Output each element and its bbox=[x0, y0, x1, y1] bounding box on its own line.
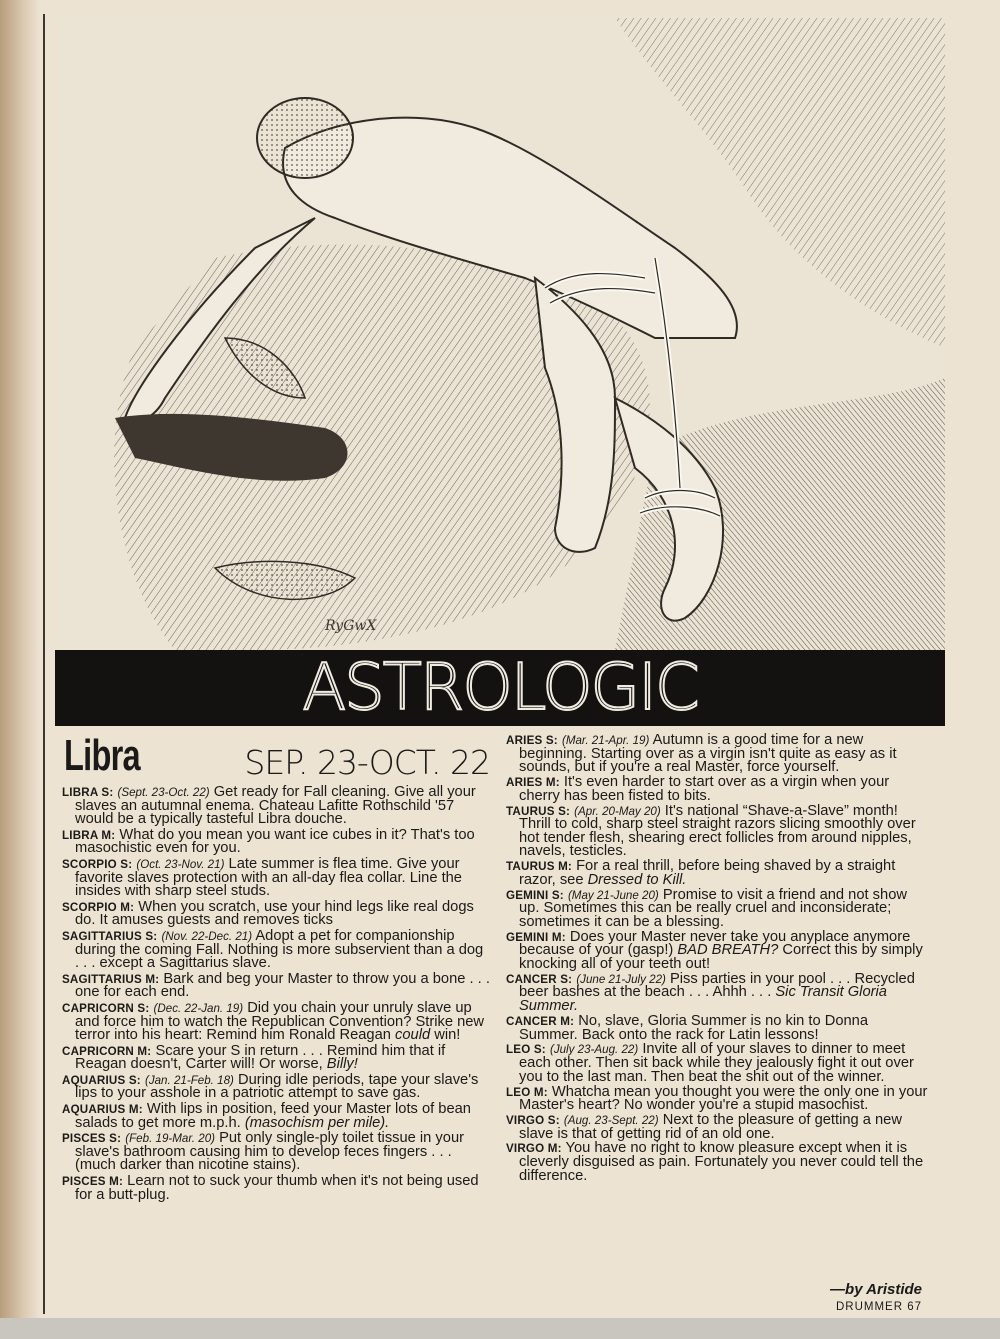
entry-text: During idle periods, tape your slave's lips to your asshole in a patriotic attempt to save gas. bbox=[75, 1071, 479, 1102]
horoscope-entry bbox=[506, 886, 930, 930]
horoscope-entry bbox=[506, 802, 930, 860]
entry-text: Does your Master never take you anyplace anymore because of your (gasp!) bbox=[519, 928, 911, 959]
entry-sign-tag: CAPRICORN S: bbox=[62, 1001, 150, 1015]
artist-signature: RyGwX bbox=[325, 618, 377, 634]
horoscope-entry bbox=[506, 1114, 930, 1141]
entry-sign-tag: TAURUS S: bbox=[506, 804, 571, 818]
horoscope-entry bbox=[62, 1175, 490, 1202]
entry-sign-tag: SCORPIO M: bbox=[62, 900, 135, 914]
entry-text: Piss parties in your pool . . . Recycled beer bashes at the beach . . . Ahhh . . . bbox=[519, 970, 915, 1001]
entry-text: Adopt a pet for companionship during the coming Fall. Nothing is more subservient than a dog . . . except a Sagittarius slave. bbox=[75, 927, 484, 972]
entry-sign-tag: VIRGO M: bbox=[506, 1142, 562, 1156]
entry-sign-tag: CAPRICORN M: bbox=[62, 1044, 152, 1058]
entry-text: For a real thrill, before being shaved by a straight razor, see bbox=[519, 858, 896, 888]
entry-emphasis: BAD BREATH? bbox=[677, 942, 779, 959]
horoscope-entry bbox=[506, 860, 930, 887]
horoscope-entry bbox=[62, 1103, 490, 1130]
entry-sign-tag: TAURUS M: bbox=[506, 860, 572, 874]
horoscope-entry bbox=[506, 734, 930, 775]
illustration-drawing bbox=[55, 18, 945, 650]
scan-edge bbox=[0, 1318, 1000, 1339]
horoscope-entry bbox=[506, 1142, 930, 1183]
entry-sign-tag: SAGITTARIUS S: bbox=[62, 929, 158, 943]
entry-sign-tag: ARIES S: bbox=[506, 734, 558, 747]
entry-sign-tag: SCORPIO S: bbox=[62, 857, 133, 871]
entry-text-tail: Correct this by simply knocking all of your teeth out! bbox=[519, 942, 923, 972]
entry-text: It's even harder to start over as a virgin when your cherry has been fisted to bits. bbox=[519, 774, 890, 804]
entry-sign-tag: AQUARIUS S: bbox=[62, 1073, 141, 1087]
entry-text: Whatcha mean you thought you were the only one in your Master's heart? No wonder you're a stupid masochist. bbox=[519, 1083, 928, 1114]
entry-date-range: (July 23-Aug. 22) bbox=[549, 1043, 639, 1057]
entry-sign-tag: LEO S: bbox=[506, 1043, 546, 1057]
horoscope-entry bbox=[62, 1042, 490, 1073]
horoscope-entry bbox=[62, 826, 490, 857]
entry-sign-tag: LIBRA M: bbox=[62, 828, 116, 842]
entry-date-range: (Mar. 21-Apr. 19) bbox=[561, 734, 650, 747]
sign-dates: SEP. 23-OCT. 22 bbox=[244, 743, 490, 782]
margin-rule bbox=[43, 14, 45, 1314]
entry-sign-tag: PISCES M: bbox=[62, 1175, 124, 1189]
entry-sign-tag: CANCER S: bbox=[506, 972, 573, 986]
entry-date-range: (May 21-June 20) bbox=[567, 888, 659, 902]
entry-date-range: (June 21-July 22) bbox=[576, 972, 666, 986]
horoscope-entry bbox=[62, 927, 490, 972]
left-column bbox=[62, 731, 490, 1204]
entry-date-range: (Aug. 23-Sept. 22) bbox=[563, 1114, 659, 1127]
horoscope-entry bbox=[62, 1132, 490, 1173]
entry-sign-tag: LIBRA S: bbox=[62, 786, 114, 799]
entry-sign-tag: ARIES M: bbox=[506, 776, 560, 790]
horoscope-entry bbox=[62, 970, 490, 1001]
byline: —by Aristide bbox=[830, 1281, 922, 1298]
entry-text: Promise to visit a friend and not show up. Sometimes this can be really cruel and inconsiderate; sometimes it can be a blessing. bbox=[519, 886, 907, 930]
right-column bbox=[506, 734, 930, 1185]
horoscope-list-left bbox=[62, 786, 490, 1202]
entry-text: Bark and beg your Master to throw you a bone . . . one for each end. bbox=[75, 970, 490, 1001]
entry-text: Next to the pleasure of getting a new slave is that of getting rid of an old one. bbox=[519, 1112, 902, 1142]
entry-emphasis: (masochism per mile). bbox=[244, 1114, 390, 1131]
entry-text: Learn not to suck your thumb when it's not being used for a butt-plug. bbox=[75, 1173, 479, 1203]
horoscope-entry bbox=[62, 1071, 490, 1102]
entry-emphasis: could bbox=[395, 1027, 431, 1044]
entry-date-range: (Sept. 23-Oct. 22) bbox=[117, 786, 210, 799]
entry-emphasis: Dressed to Kill. bbox=[587, 871, 687, 888]
horoscope-entry bbox=[62, 855, 490, 900]
credit-block bbox=[830, 1281, 922, 1313]
binding-shadow bbox=[0, 0, 40, 1339]
entry-sign-tag: GEMINI S: bbox=[506, 888, 564, 902]
entry-text: Put only single-ply toilet tissue in your slave's bathroom causing him to develop feces fingers . . . (much darker than nicotine stains). bbox=[75, 1130, 465, 1174]
entry-sign-tag: CANCER M: bbox=[506, 1014, 575, 1028]
entry-date-range: (Oct. 23-Nov. 21) bbox=[136, 857, 225, 871]
entry-text: What do you mean you want ice cubes in it? That's too masochistic even for you. bbox=[75, 826, 475, 857]
entry-text: Scare your S in return . . . Remind him that if Reagan doesn't, Carter will! Or worse, bbox=[75, 1042, 446, 1073]
entry-emphasis: Sic Transit Gloria Summer. bbox=[519, 984, 887, 1015]
horoscope-entry bbox=[506, 1012, 930, 1043]
horoscope-entry bbox=[62, 898, 490, 929]
entry-text: No, slave, Gloria Summer is no kin to Donna Summer. Back onto the rack for Latin lessons! bbox=[519, 1012, 869, 1043]
entry-date-range: (Jan. 21-Feb. 18) bbox=[144, 1073, 234, 1087]
entry-text: You have no right to know pleasure except when it is cleverly disguised as pain. Fortunately you never could tell the difference. bbox=[519, 1140, 924, 1184]
horoscope-entry bbox=[62, 786, 490, 827]
entry-date-range: (Feb. 19-Mar. 20) bbox=[125, 1132, 216, 1146]
entry-date-range: (Dec. 22-Jan. 19) bbox=[153, 1001, 244, 1015]
horoscope-entry bbox=[506, 776, 930, 803]
banner-title: ASTROLOGIC bbox=[302, 651, 698, 725]
entry-date-range: (Apr. 20-May 20) bbox=[574, 804, 661, 818]
entry-sign-tag: VIRGO S: bbox=[506, 1114, 560, 1127]
entry-sign-tag: AQUARIUS M: bbox=[62, 1103, 143, 1117]
entry-text: Late summer is flea time. Give your favorite slaves protection with an all-day flea collar. Line the insides with sharp steel studs. bbox=[75, 855, 462, 900]
horoscope-list-right bbox=[506, 734, 930, 1183]
entry-date-range: (Nov. 22-Dec. 21) bbox=[161, 929, 253, 943]
illustration bbox=[55, 18, 945, 650]
entry-text: It's national “Shave-a-Slave” month! Thrill to cold, sharp steel straight razors slicing smoothly over hot tender flesh, shearing erect follicles from around nipples, navels, testicles. bbox=[519, 802, 916, 860]
horoscope-entry bbox=[506, 970, 930, 1015]
horoscope-entry bbox=[506, 928, 930, 972]
entry-text: When you scratch, use your hind legs like real dogs do. It amuses guests and removes ticks bbox=[75, 898, 474, 929]
entry-sign-tag: LEO M: bbox=[506, 1085, 548, 1099]
entry-sign-tag: SAGITTARIUS M: bbox=[62, 972, 160, 986]
page-footer: DRUMMER 67 bbox=[835, 1301, 922, 1313]
entry-emphasis: Billy! bbox=[326, 1056, 358, 1073]
title-banner bbox=[55, 650, 945, 726]
sign-heading bbox=[62, 731, 490, 786]
entry-text: Invite all of your slaves to dinner to meet each other. Then sit back while they jealously fight it out over you to the last man. Then beat the shit out of the winner. bbox=[519, 1041, 914, 1085]
entry-sign-tag: PISCES S: bbox=[62, 1132, 122, 1146]
entry-text: Autumn is a good time for a new beginning. Starting over as a virgin isn't quite as easy as it sounds, but if you're a real Master, force yourself. bbox=[519, 732, 897, 776]
entry-sign-tag: GEMINI M: bbox=[506, 930, 566, 944]
horoscope-entry bbox=[62, 999, 490, 1044]
entry-text: With lips in position, feed your Master lots of bean salads to get more m.p.h. bbox=[75, 1101, 471, 1131]
entry-text: Get ready for Fall cleaning. Give all your slaves an autumnal enema. Chateau Lafitte Rothschild '57 would be a typically tasteful Libra douche. bbox=[75, 784, 476, 828]
sign-name: Libra bbox=[64, 731, 140, 780]
horoscope-entry bbox=[506, 1043, 930, 1084]
entry-text-tail: win! bbox=[430, 1027, 461, 1044]
horoscope-entry bbox=[506, 1083, 930, 1114]
entry-text: Did you chain your unruly slave up and force him to watch the Republican Convention? Strike new terror into his heart: Remind him Ronald Reagan bbox=[75, 999, 485, 1044]
